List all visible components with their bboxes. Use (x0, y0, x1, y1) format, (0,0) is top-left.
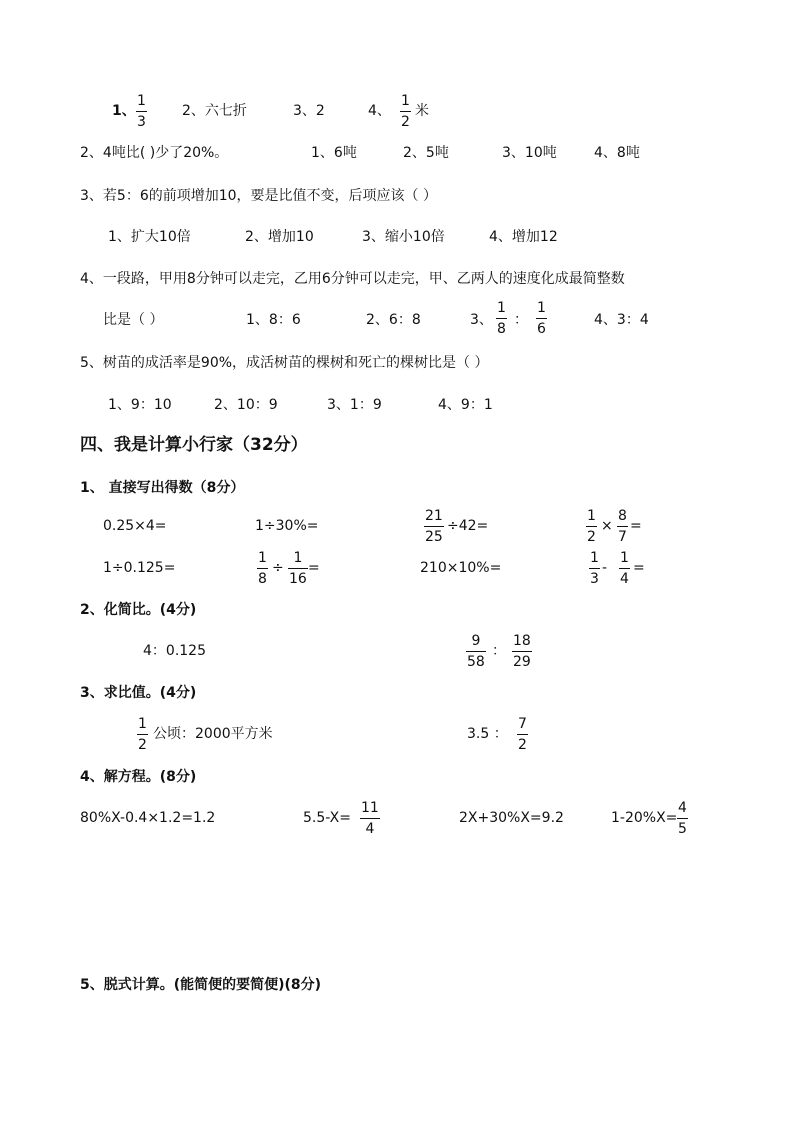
fraction-numerator: 1 (138, 716, 147, 732)
fraction-denominator: 16 (289, 571, 307, 587)
fraction-bar (677, 818, 688, 819)
part-5-title: 5、脱式计算。(能简便的要简便)(8分) (80, 977, 322, 993)
fraction-numerator: 9 (471, 633, 481, 649)
q2-option-1: 1、6吨 (311, 145, 357, 161)
q1-option-4-unit: 米 (415, 103, 429, 119)
fraction-bar (257, 568, 268, 569)
fraction-bar (400, 111, 411, 112)
q5-stem: 5、树苗的成活率是90%，成活树苗的棵树和死亡的棵树比是（ ） (80, 355, 489, 371)
fraction-numerator: 1 (293, 550, 303, 566)
q1-option-1-label: 1、 (112, 103, 136, 119)
fraction-denominator: 3 (137, 114, 146, 130)
p1-expr-3-fraction (424, 509, 444, 544)
fraction-bar (360, 818, 380, 819)
p1-expr-8-op: - (602, 560, 608, 576)
p1-expr-7: 210×10%= (420, 560, 502, 576)
q2-option-3: 3、10吨 (502, 145, 557, 161)
q1-option-3: 3、2 (293, 103, 325, 119)
q3-option-1: 1、扩大10倍 (108, 229, 191, 245)
fraction-numerator: 4 (678, 800, 687, 816)
fraction-bar (512, 651, 532, 652)
fraction-bar (619, 568, 630, 569)
p1-expr-8-fraction-a (589, 551, 600, 586)
p2-expr-2-fraction-b (512, 634, 532, 669)
q2-option-4: 4、8吨 (594, 145, 640, 161)
p1-expr-4-fraction-b (617, 509, 628, 544)
fraction-denominator: 2 (587, 529, 596, 545)
fraction-numerator: 1 (590, 550, 599, 566)
part-2-title: 2、化简比。(4分) (80, 602, 197, 618)
fraction-bar (517, 734, 528, 735)
fraction-denominator: 5 (678, 821, 687, 837)
p3-expr-2-head: 3.5 ： (467, 726, 508, 742)
fraction-denominator: 2 (138, 737, 147, 753)
q4-option-3-label: 3、 (470, 312, 493, 328)
fraction-bar (586, 526, 597, 527)
fraction-denominator: 4 (620, 571, 629, 587)
p1-expr-1: 0.25×4= (103, 518, 167, 534)
p1-expr-6-fraction-a (257, 551, 268, 586)
fraction-bar (536, 318, 547, 319)
fraction-numerator: 1 (537, 300, 546, 316)
fraction-denominator: 58 (467, 654, 485, 670)
fraction-bar (466, 651, 486, 652)
fraction-numerator: 1 (587, 508, 596, 524)
fraction-bar (424, 526, 444, 527)
fraction-bar (288, 568, 308, 569)
part-4-title: 4、解方程。(8分) (80, 769, 197, 785)
q4-option-2: 2、6：8 (366, 312, 421, 328)
p1-expr-6-op: ÷ (272, 560, 284, 576)
q3-option-3: 3、缩小10倍 (362, 229, 445, 245)
q2-option-2: 2、5吨 (403, 145, 449, 161)
q4-option-3-colon: ： (514, 312, 528, 328)
q4-option-3-fraction-b (536, 301, 547, 336)
p2-expr-2-colon: ： (492, 643, 506, 659)
fraction-denominator: 7 (618, 529, 627, 545)
q4-stem-line2: 比是（ ） (103, 312, 164, 328)
fraction-bar (589, 568, 600, 569)
q4-stem: 4、一段路，甲用8分钟可以走完，乙用6分钟可以走完，甲、乙两人的速度化成最简整数 (80, 271, 625, 287)
q1-option-2: 2、六七折 (182, 103, 247, 119)
p1-expr-4-fraction-a (586, 509, 597, 544)
q1-option-1-fraction (136, 94, 147, 129)
fraction-numerator: 8 (618, 508, 627, 524)
fraction-numerator: 7 (518, 716, 527, 732)
fraction-denominator: 3 (590, 571, 599, 587)
p1-expr-3-tail: ÷42= (447, 518, 489, 534)
part-3-title: 3、求比值。(4分) (80, 685, 197, 701)
fraction-bar (496, 318, 507, 319)
q4-option-3-fraction-a (496, 301, 507, 336)
fraction-numerator: 18 (513, 633, 531, 649)
p4-equation-1: 80%X-0.4×1.2=1.2 (80, 810, 216, 826)
fraction-bar (617, 526, 628, 527)
p1-expr-4-op: × (601, 518, 613, 534)
section-4-title: 四、我是计算小行家（32分） (80, 435, 308, 455)
fraction-denominator: 8 (258, 571, 267, 587)
fraction-numerator: 21 (425, 508, 443, 524)
p1-expr-8-fraction-b (619, 551, 630, 586)
fraction-denominator: 29 (513, 654, 531, 670)
p1-expr-5: 1÷0.125= (103, 560, 176, 576)
q4-option-4: 4、3：4 (594, 312, 649, 328)
q5-option-1: 1、9：10 (108, 397, 172, 413)
fraction-bar (137, 734, 148, 735)
p3-expr-2-fraction (517, 717, 528, 752)
fraction-numerator: 11 (361, 800, 379, 816)
p4-equation-4-head: 1-20%X= (611, 810, 678, 826)
q3-option-2: 2、增加10 (245, 229, 314, 245)
p1-expr-8-eq: = (633, 560, 645, 576)
fraction-denominator: 2 (518, 737, 527, 753)
fraction-numerator: 1 (401, 93, 410, 109)
p2-expr-1: 4：0.125 (143, 643, 206, 659)
p1-expr-6-fraction-b (288, 551, 308, 586)
q5-option-4: 4、9：1 (438, 397, 493, 413)
fraction-bar (136, 111, 147, 112)
fraction-numerator: 1 (497, 300, 506, 316)
p3-expr-1-tail: 公顷：2000平方米 (153, 726, 273, 742)
p4-equation-2-head: 5.5-X= (303, 810, 351, 826)
q1-option-4-label: 4、 (368, 103, 391, 119)
p1-expr-4-eq: = (630, 518, 642, 534)
q4-option-1: 1、8：6 (246, 312, 301, 328)
p2-expr-2-fraction-a (466, 634, 486, 669)
fraction-numerator: 1 (620, 550, 629, 566)
p4-equation-3: 2X+30%X=9.2 (459, 810, 564, 826)
fraction-denominator: 6 (537, 321, 546, 337)
p4-equation-4-fraction (677, 801, 688, 836)
fraction-denominator: 4 (365, 821, 375, 837)
q3-stem: 3、若5：6的前项增加10，要是比值不变，后项应该（ ） (80, 188, 437, 204)
fraction-numerator: 1 (137, 93, 146, 109)
fraction-denominator: 8 (497, 321, 506, 337)
p4-equation-2-fraction (360, 801, 380, 836)
q2-stem: 2、4吨比( )少了20%。 (80, 145, 229, 161)
p1-expr-2: 1÷30%= (255, 518, 319, 534)
p3-expr-1-fraction (137, 717, 148, 752)
fraction-denominator: 2 (401, 114, 410, 130)
q1-option-4-fraction (400, 94, 411, 129)
q3-option-4: 4、增加12 (489, 229, 558, 245)
q5-option-3: 3、1：9 (327, 397, 382, 413)
p1-expr-6-eq: = (308, 560, 320, 576)
fraction-numerator: 1 (258, 550, 267, 566)
q5-option-2: 2、10：9 (214, 397, 278, 413)
fraction-denominator: 25 (425, 529, 443, 545)
part-1-title: 1、 直接写出得数（8分） (80, 480, 245, 496)
